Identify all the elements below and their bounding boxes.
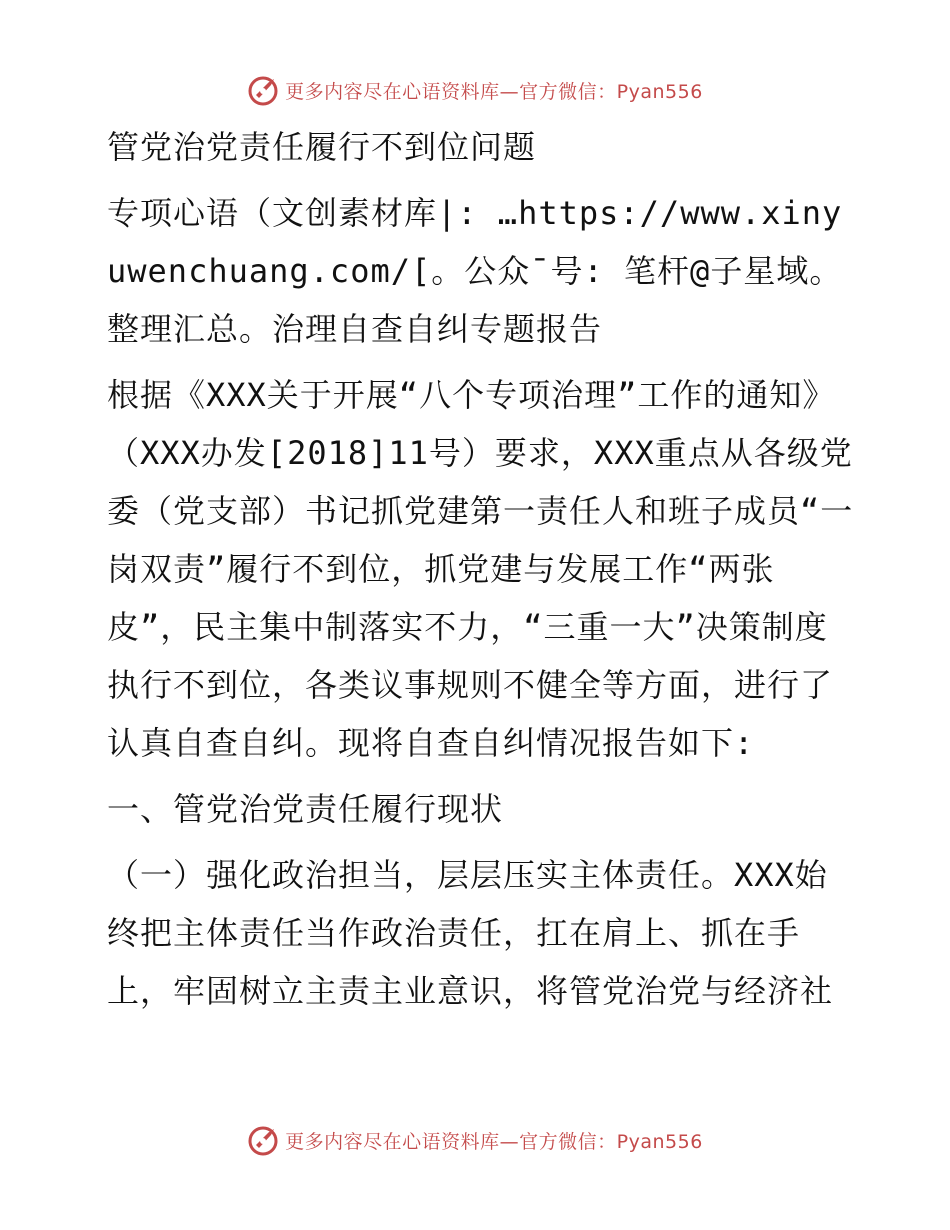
document-title: 管党治党责任履行不到位问题	[107, 128, 537, 166]
watermark-text: 更多内容尽在心语资料库—官方微信：Pyan556	[285, 80, 703, 103]
section-heading: 一、管党治党责任履行现状	[107, 790, 504, 828]
source-paragraph: 专项心语（文创素材库|: …https://www.xinyuwenchuang.com/[。公众¯号: 笔杆@子星域。整理汇总。治理自查自纠专题报告	[107, 194, 843, 348]
pen-nib-circle-icon	[247, 1123, 281, 1157]
footer-watermark-banner	[0, 1120, 950, 1160]
watermark-text: 更多内容尽在心语资料库—官方微信：Pyan556	[285, 1130, 703, 1153]
pen-nib-circle-icon	[247, 73, 281, 107]
document-body	[97, 118, 857, 1028]
section-paragraph: （一）强化政治担当，层层压实主体责任。XXX始终把主体责任当作政治责任，扛在肩上、抓在手上，牢固树立主责主业意识，将管党治党与经济社	[107, 856, 834, 1010]
intro-paragraph: 根据《XXX关于开展“八个专项治理”工作的通知》（XXX办发[2018]11号）要求，XXX重点从各级党委（党支部）书记抓党建第一责任人和班子成员“一岗双责”履行不到位，抓党建与发展工作“两张皮”，民主集中制落实不力，“三重一大”决策制度执行不到位，各类议事规则不健全等方面，进行了认真自查自纠。现将自查自纠情况报告如下:	[107, 376, 854, 762]
header-watermark-banner	[0, 70, 950, 110]
